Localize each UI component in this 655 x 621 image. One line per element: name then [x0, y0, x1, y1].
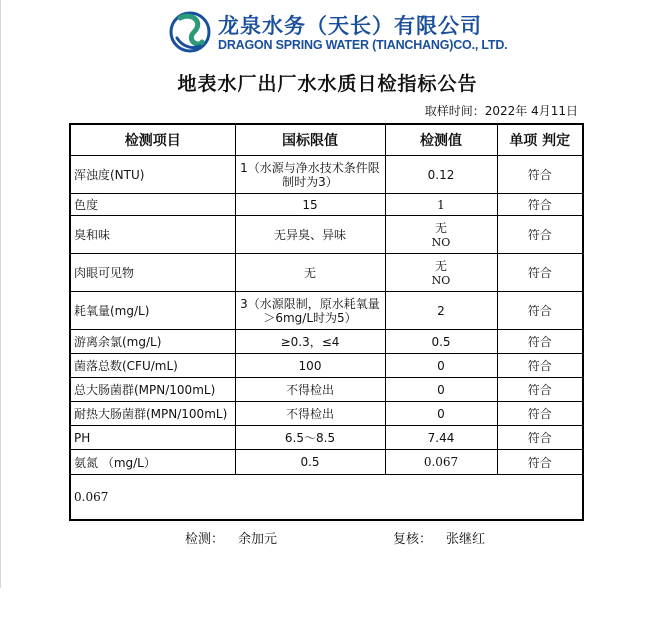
column-header-limit: 国标限值: [235, 124, 385, 156]
row-value: [385, 194, 497, 216]
row-limit: 无: [235, 254, 385, 292]
sample-date: 取样时间：2022年 4月11日: [424, 104, 578, 118]
row-limit: ≥0.3，≤4: [235, 330, 385, 354]
row-limit: 不得检出: [235, 378, 385, 402]
table-row: [70, 216, 583, 254]
table-row: [70, 156, 583, 194]
row-value: 2: [385, 292, 497, 330]
table-row: [70, 254, 583, 292]
row-limit: 无异臭、异味: [235, 216, 385, 254]
row-verdict: 符合: [497, 426, 583, 450]
table-row: [70, 330, 583, 354]
row-verdict: 符合: [497, 156, 583, 194]
value-text: 0.067: [423, 455, 459, 469]
row-item: 菌落总数(CFU/mL): [70, 354, 235, 378]
row-item: 游离余氯(mg/L): [70, 330, 235, 354]
row-item: 耗氧量(mg/L): [70, 292, 235, 330]
column-header-value: 检测值: [385, 124, 497, 156]
reviewer-signature: [393, 528, 485, 547]
row-value: [385, 216, 497, 254]
table-row: [70, 354, 583, 378]
value-text: 无: [434, 221, 447, 235]
reviewer-label: 复核：: [393, 532, 433, 547]
remark-cell: 0.067: [70, 475, 583, 521]
row-verdict: 符合: [497, 254, 583, 292]
row-limit: 6.5～8.5: [235, 426, 385, 450]
row-value: 0.12: [385, 156, 497, 194]
remark-row: [70, 475, 583, 521]
inspector-label: 检测：: [185, 532, 225, 547]
row-verdict: 符合: [497, 292, 583, 330]
column-header-item: 检测项目: [70, 124, 235, 156]
row-verdict: 符合: [497, 402, 583, 426]
row-limit: 不得检出: [235, 402, 385, 426]
row-item: PH: [70, 426, 235, 450]
company-header: [168, 8, 508, 58]
company-name-cn: 龙泉水务（天长）有限公司: [218, 13, 482, 38]
inspector-signature: [185, 528, 277, 547]
table-row: [70, 450, 583, 475]
table-header-row: [70, 124, 583, 156]
row-value: [385, 450, 497, 475]
value-text-en: NO: [431, 274, 451, 287]
row-item: 耐热大肠菌群(MPN/100mL): [70, 402, 235, 426]
row-limit: 15: [235, 194, 385, 216]
row-verdict: 符合: [497, 330, 583, 354]
table-row: [70, 194, 583, 216]
table-row: [70, 378, 583, 402]
row-value: 7.44: [385, 426, 497, 450]
value-text: 1: [437, 197, 445, 212]
row-item: 肉眼可见物: [70, 254, 235, 292]
table-row: [70, 426, 583, 450]
table-row: [70, 402, 583, 426]
row-verdict: 符合: [497, 194, 583, 216]
row-value: 0: [385, 402, 497, 426]
value-text: 无: [434, 259, 447, 273]
value-text-en: NO: [431, 236, 451, 249]
row-item: 色度: [70, 194, 235, 216]
dragon-water-drop-icon: [168, 8, 212, 54]
table-row: [70, 292, 583, 330]
row-value: [385, 254, 497, 292]
row-item: 浑浊度(NTU): [70, 156, 235, 194]
row-limit: 3（水源限制，原水耗氧量＞6mg/L时为5）: [235, 292, 385, 330]
reviewer-name: 张继红: [446, 532, 486, 547]
row-value: 0.5: [385, 330, 497, 354]
inspector-name: 余加元: [238, 532, 278, 547]
row-value: 0: [385, 378, 497, 402]
row-verdict: 符合: [497, 216, 583, 254]
row-verdict: 符合: [497, 354, 583, 378]
company-name-en: DRAGON SPRING WATER (TIANCHANG)CO., LTD.: [218, 38, 508, 52]
water-quality-table: [69, 123, 584, 521]
row-item: 氨氮 （mg/L）: [70, 450, 235, 475]
row-verdict: 符合: [497, 450, 583, 475]
row-item: 臭和味: [70, 216, 235, 254]
report-title: 地表水厂出厂水水质日检指标公告: [177, 73, 478, 95]
row-value: 0: [385, 354, 497, 378]
column-header-verdict: 单项 判定: [497, 124, 583, 156]
row-limit: 0.5: [235, 450, 385, 475]
row-verdict: 符合: [497, 378, 583, 402]
row-limit: 100: [235, 354, 385, 378]
row-limit: 1（水源与净水技术条件限制时为3）: [235, 156, 385, 194]
row-item: 总大肠菌群(MPN/100mL): [70, 378, 235, 402]
